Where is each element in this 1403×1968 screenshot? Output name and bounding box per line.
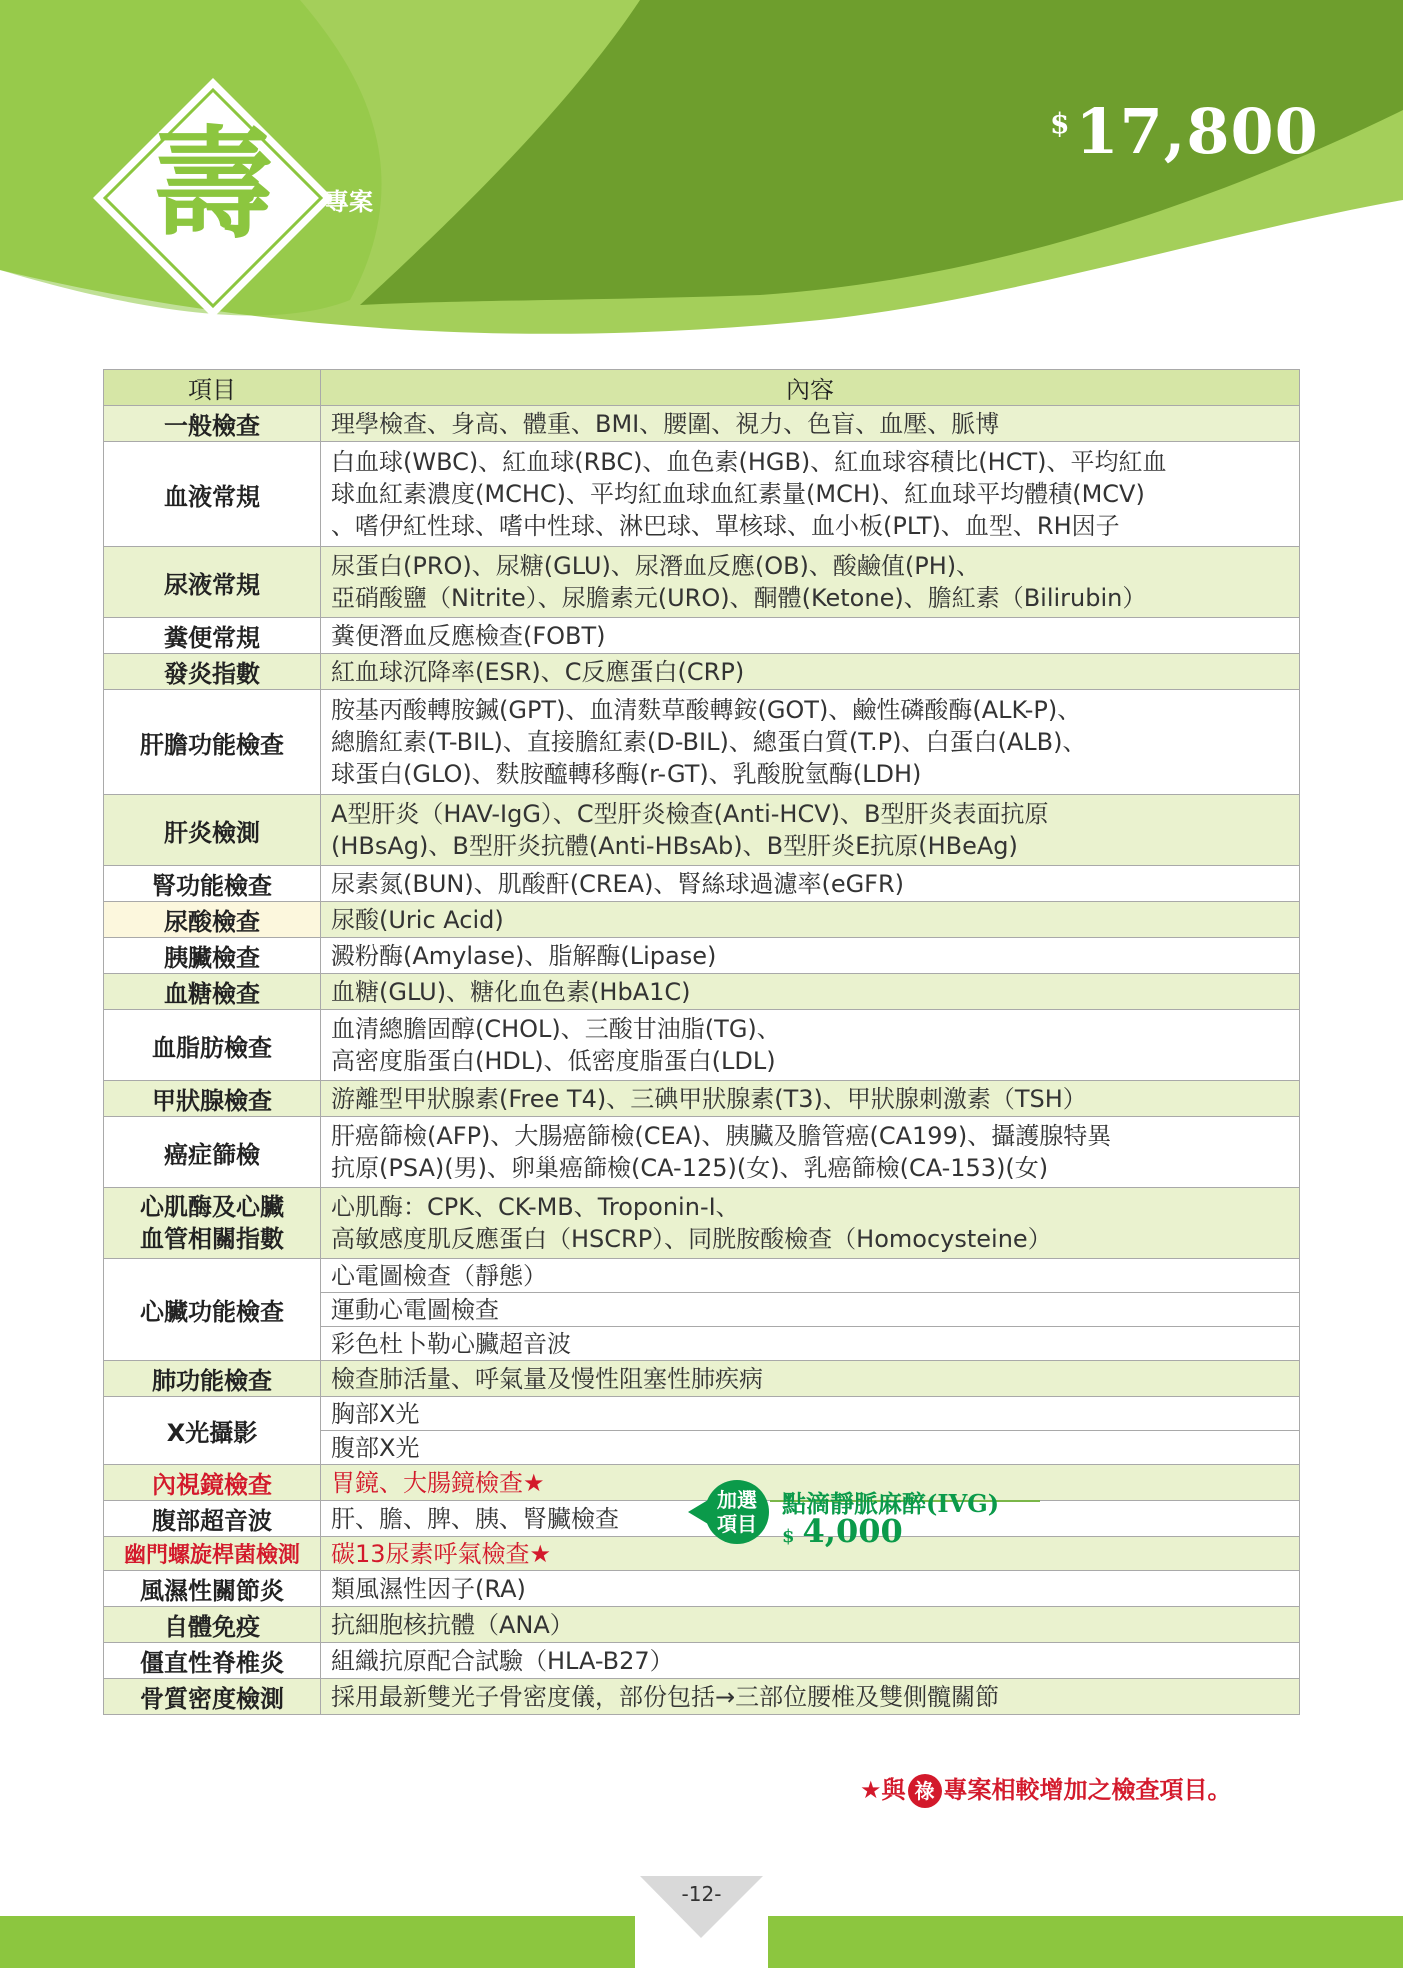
content-line: 類風濕性因子(RA) [331, 1574, 526, 1603]
category-line: 心肌酶及心臟 [140, 1193, 284, 1221]
table-header-row [104, 370, 1300, 406]
content-line: 總膽紅素(T-BIL)、直接膽紅素(D-BIL)、總蛋白質(T.P)、白蛋白(ALB)、 [331, 728, 1087, 756]
content-line: 、嗜伊紅性球、嗜中性球、淋巴球、單核球、血小板(PLT)、血型、RH因子 [331, 512, 1120, 540]
content-line: 碳13尿素呼氣檢查★ [331, 1539, 552, 1568]
table-row [104, 866, 1300, 902]
footnote-prefix: ★與 [860, 1776, 906, 1804]
footnote-circle-char: 祿 [908, 1774, 942, 1808]
row-category: 發炎指數 [104, 654, 321, 690]
row-category: 血脂肪檢查 [104, 1010, 321, 1081]
content-line: 抗細胞核抗體（ANA） [331, 1610, 574, 1639]
addon-badge-line: 項目 [717, 1512, 757, 1536]
row-content [321, 654, 1300, 690]
row-content [321, 1643, 1300, 1679]
table-row [104, 1361, 1300, 1397]
price-amount: 17,800 [1075, 95, 1319, 168]
table-row [104, 1188, 1300, 1259]
row-category: 血糖檢查 [104, 974, 321, 1010]
column-header-content: 內容 [321, 370, 1300, 406]
addon-price-currency: $ [782, 1526, 795, 1547]
row-content [321, 547, 1300, 618]
row-content: 運動心電圖檢查 [321, 1293, 1300, 1327]
content-line: 檢查肺活量、呼氣量及慢性阻塞性肺疾病 [331, 1364, 763, 1393]
addon-price-amount: 4,000 [802, 1512, 903, 1550]
addon-name: 點滴靜脈麻醉(IVG) [782, 1489, 1000, 1518]
table-row [104, 690, 1300, 795]
row-category: 腹部超音波 [104, 1501, 321, 1537]
content-line: 心肌酶：CPK、CK-MB、Troponin-I、 [331, 1193, 740, 1221]
row-category: 甲狀腺檢查 [104, 1081, 321, 1117]
table-row [104, 974, 1300, 1010]
addon-badge [705, 1480, 769, 1544]
row-content [321, 1361, 1300, 1397]
row-category: 骨質密度檢測 [104, 1679, 321, 1715]
row-category: 尿酸檢查 [104, 902, 321, 938]
content-line: 血清總膽固醇(CHOL)、三酸甘油脂(TG)、 [331, 1015, 781, 1043]
table-row [104, 1571, 1300, 1607]
row-content [321, 618, 1300, 654]
table-row [104, 547, 1300, 618]
row-category: X光攝影 [104, 1397, 321, 1465]
addon-badge-line: 加選 [717, 1488, 757, 1512]
price-currency: $ [1050, 107, 1070, 140]
row-content [321, 866, 1300, 902]
row-category: 尿液常規 [104, 547, 321, 618]
content-line: 血糖(GLU)、糖化血色素(HbA1C) [331, 977, 691, 1006]
plan-price [1050, 95, 1350, 168]
content-line: 高敏感度肌反應蛋白（HSCRP）、同胱胺酸檢查（Homocysteine） [331, 1225, 1052, 1253]
table-row [104, 1117, 1300, 1188]
table-row [104, 406, 1300, 442]
content-line: 胃鏡、大腸鏡檢查★ [331, 1468, 545, 1497]
footnote-suffix: 專案相較增加之檢查項目。 [943, 1776, 1232, 1804]
table-row [104, 1081, 1300, 1117]
content-line: 澱粉酶(Amylase)、脂解酶(Lipase) [331, 941, 717, 970]
table-row [104, 1679, 1300, 1715]
row-content [321, 1679, 1300, 1715]
table-row [104, 1607, 1300, 1643]
row-content [321, 406, 1300, 442]
row-content: 胸部X光 [321, 1397, 1300, 1431]
footnote [860, 1770, 1232, 1808]
content-line: 白血球(WBC)、紅血球(RBC)、血色素(HGB)、紅血球容積比(HCT)、平均紅血 [331, 448, 1167, 476]
content-line: 肝癌篩檢(AFP)、大腸癌篩檢(CEA)、胰臟及膽管癌(CA199)、攝護腺特異 [331, 1122, 1112, 1150]
row-category: 癌症篩檢 [104, 1117, 321, 1188]
table-row [104, 654, 1300, 690]
content-line: 尿酸(Uric Acid) [331, 905, 504, 934]
table-row [104, 1397, 1300, 1431]
row-content [321, 1081, 1300, 1117]
content-line: 游離型甲狀腺素(Free T4)、三碘甲狀腺素(T3)、甲狀腺刺激素（TSH） [331, 1084, 1087, 1113]
content-line: 肝、膽、脾、胰、腎臟檢查 [331, 1504, 619, 1533]
table-row [104, 902, 1300, 938]
row-category: 胰臟檢查 [104, 938, 321, 974]
row-category: 糞便常規 [104, 618, 321, 654]
row-category: 內視鏡檢查 [104, 1465, 321, 1501]
row-content [321, 1607, 1300, 1643]
content-line: 糞便潛血反應檢查(FOBT) [331, 621, 606, 650]
row-category: 幽門螺旋桿菌檢測 [104, 1537, 321, 1571]
row-content [321, 442, 1300, 547]
table-row [104, 442, 1300, 547]
row-category: 心臟功能檢查 [104, 1259, 321, 1361]
row-category: 一般檢查 [104, 406, 321, 442]
content-line: (HBsAg)、B型肝炎抗體(Anti-HBsAb)、B型肝炎E抗原(HBeAg) [331, 832, 1018, 860]
row-content [321, 795, 1300, 866]
row-content [321, 1117, 1300, 1188]
content-line: 組織抗原配合試驗（HLA-B27） [331, 1646, 674, 1675]
row-category: 自體免疫 [104, 1607, 321, 1643]
row-content: 腹部X光 [321, 1431, 1300, 1465]
row-content: 心電圖檢查（靜態） [321, 1259, 1300, 1293]
plan-character: 壽 [153, 114, 273, 255]
row-category: 僵直性脊椎炎 [104, 1643, 321, 1679]
content-line: 採用最新雙光子骨密度儀，部份包括→三部位腰椎及雙側髖關節 [331, 1682, 1000, 1711]
row-category: 肝膽功能檢查 [104, 690, 321, 795]
content-line: 尿蛋白(PRO)、尿糖(GLU)、尿潛血反應(OB)、酸鹼值(PH)、 [331, 552, 981, 580]
table-row [104, 1537, 1300, 1571]
content-line: 球血紅素濃度(MCHC)、平均紅血球血紅素量(MCH)、紅血球平均體積(MCV) [331, 480, 1145, 508]
content-line: 球蛋白(GLO)、麩胺醯轉移酶(r-GT)、乳酸脫氫酶(LDH) [331, 760, 922, 788]
table-row [104, 1010, 1300, 1081]
row-category: 風濕性關節炎 [104, 1571, 321, 1607]
row-category: 血液常規 [104, 442, 321, 547]
row-content [321, 1571, 1300, 1607]
row-content: 彩色杜卜勒心臟超音波 [321, 1327, 1300, 1361]
content-line: 紅血球沉降率(ESR)、C反應蛋白(CRP) [331, 657, 745, 686]
row-category: 肝炎檢測 [104, 795, 321, 866]
table-row [104, 618, 1300, 654]
row-content [321, 1188, 1300, 1259]
table-row [104, 1465, 1300, 1501]
row-content [321, 690, 1300, 795]
content-line: 理學檢查、身高、體重、BMI、腰圍、視力、色盲、血壓、脈博 [331, 409, 1000, 438]
row-category: 肺功能檢查 [104, 1361, 321, 1397]
plan-tag: 專案 [325, 187, 373, 216]
content-line: 抗原(PSA)(男)、卵巢癌篩檢(CA-125)(女)、乳癌篩檢(CA-153)(女) [331, 1154, 1049, 1182]
content-line: 胺基丙酸轉胺𨩆(GPT)、血清麩草酸轉銨(GOT)、鹼性磷酸酶(ALK-P)、 [331, 696, 1082, 724]
page-number: -12- [681, 1882, 722, 1906]
category-line: 血管相關指數 [140, 1225, 284, 1253]
content-line: 亞硝酸鹽（Nitrite）、尿膽素元(URO)、酮體(Ketone)、膽紅素（Bilirubin） [331, 584, 1147, 612]
table-row [104, 1259, 1300, 1293]
addon-price [782, 1512, 903, 1550]
row-content [321, 902, 1300, 938]
row-category: 腎功能檢查 [104, 866, 321, 902]
table-row [104, 938, 1300, 974]
column-header-item: 項目 [104, 370, 321, 406]
row-category [104, 1188, 321, 1259]
row-content [321, 938, 1300, 974]
row-content [321, 974, 1300, 1010]
content-line: A型肝炎（HAV-IgG）、C型肝炎檢查(Anti-HCV)、B型肝炎表面抗原 [331, 800, 1049, 828]
table-row [104, 1643, 1300, 1679]
table-row [104, 795, 1300, 866]
content-line: 高密度脂蛋白(HDL)、低密度脂蛋白(LDL) [331, 1047, 776, 1075]
row-content [321, 1010, 1300, 1081]
content-line: 尿素氮(BUN)、肌酸酐(CREA)、腎絲球過濾率(eGFR) [331, 869, 905, 898]
